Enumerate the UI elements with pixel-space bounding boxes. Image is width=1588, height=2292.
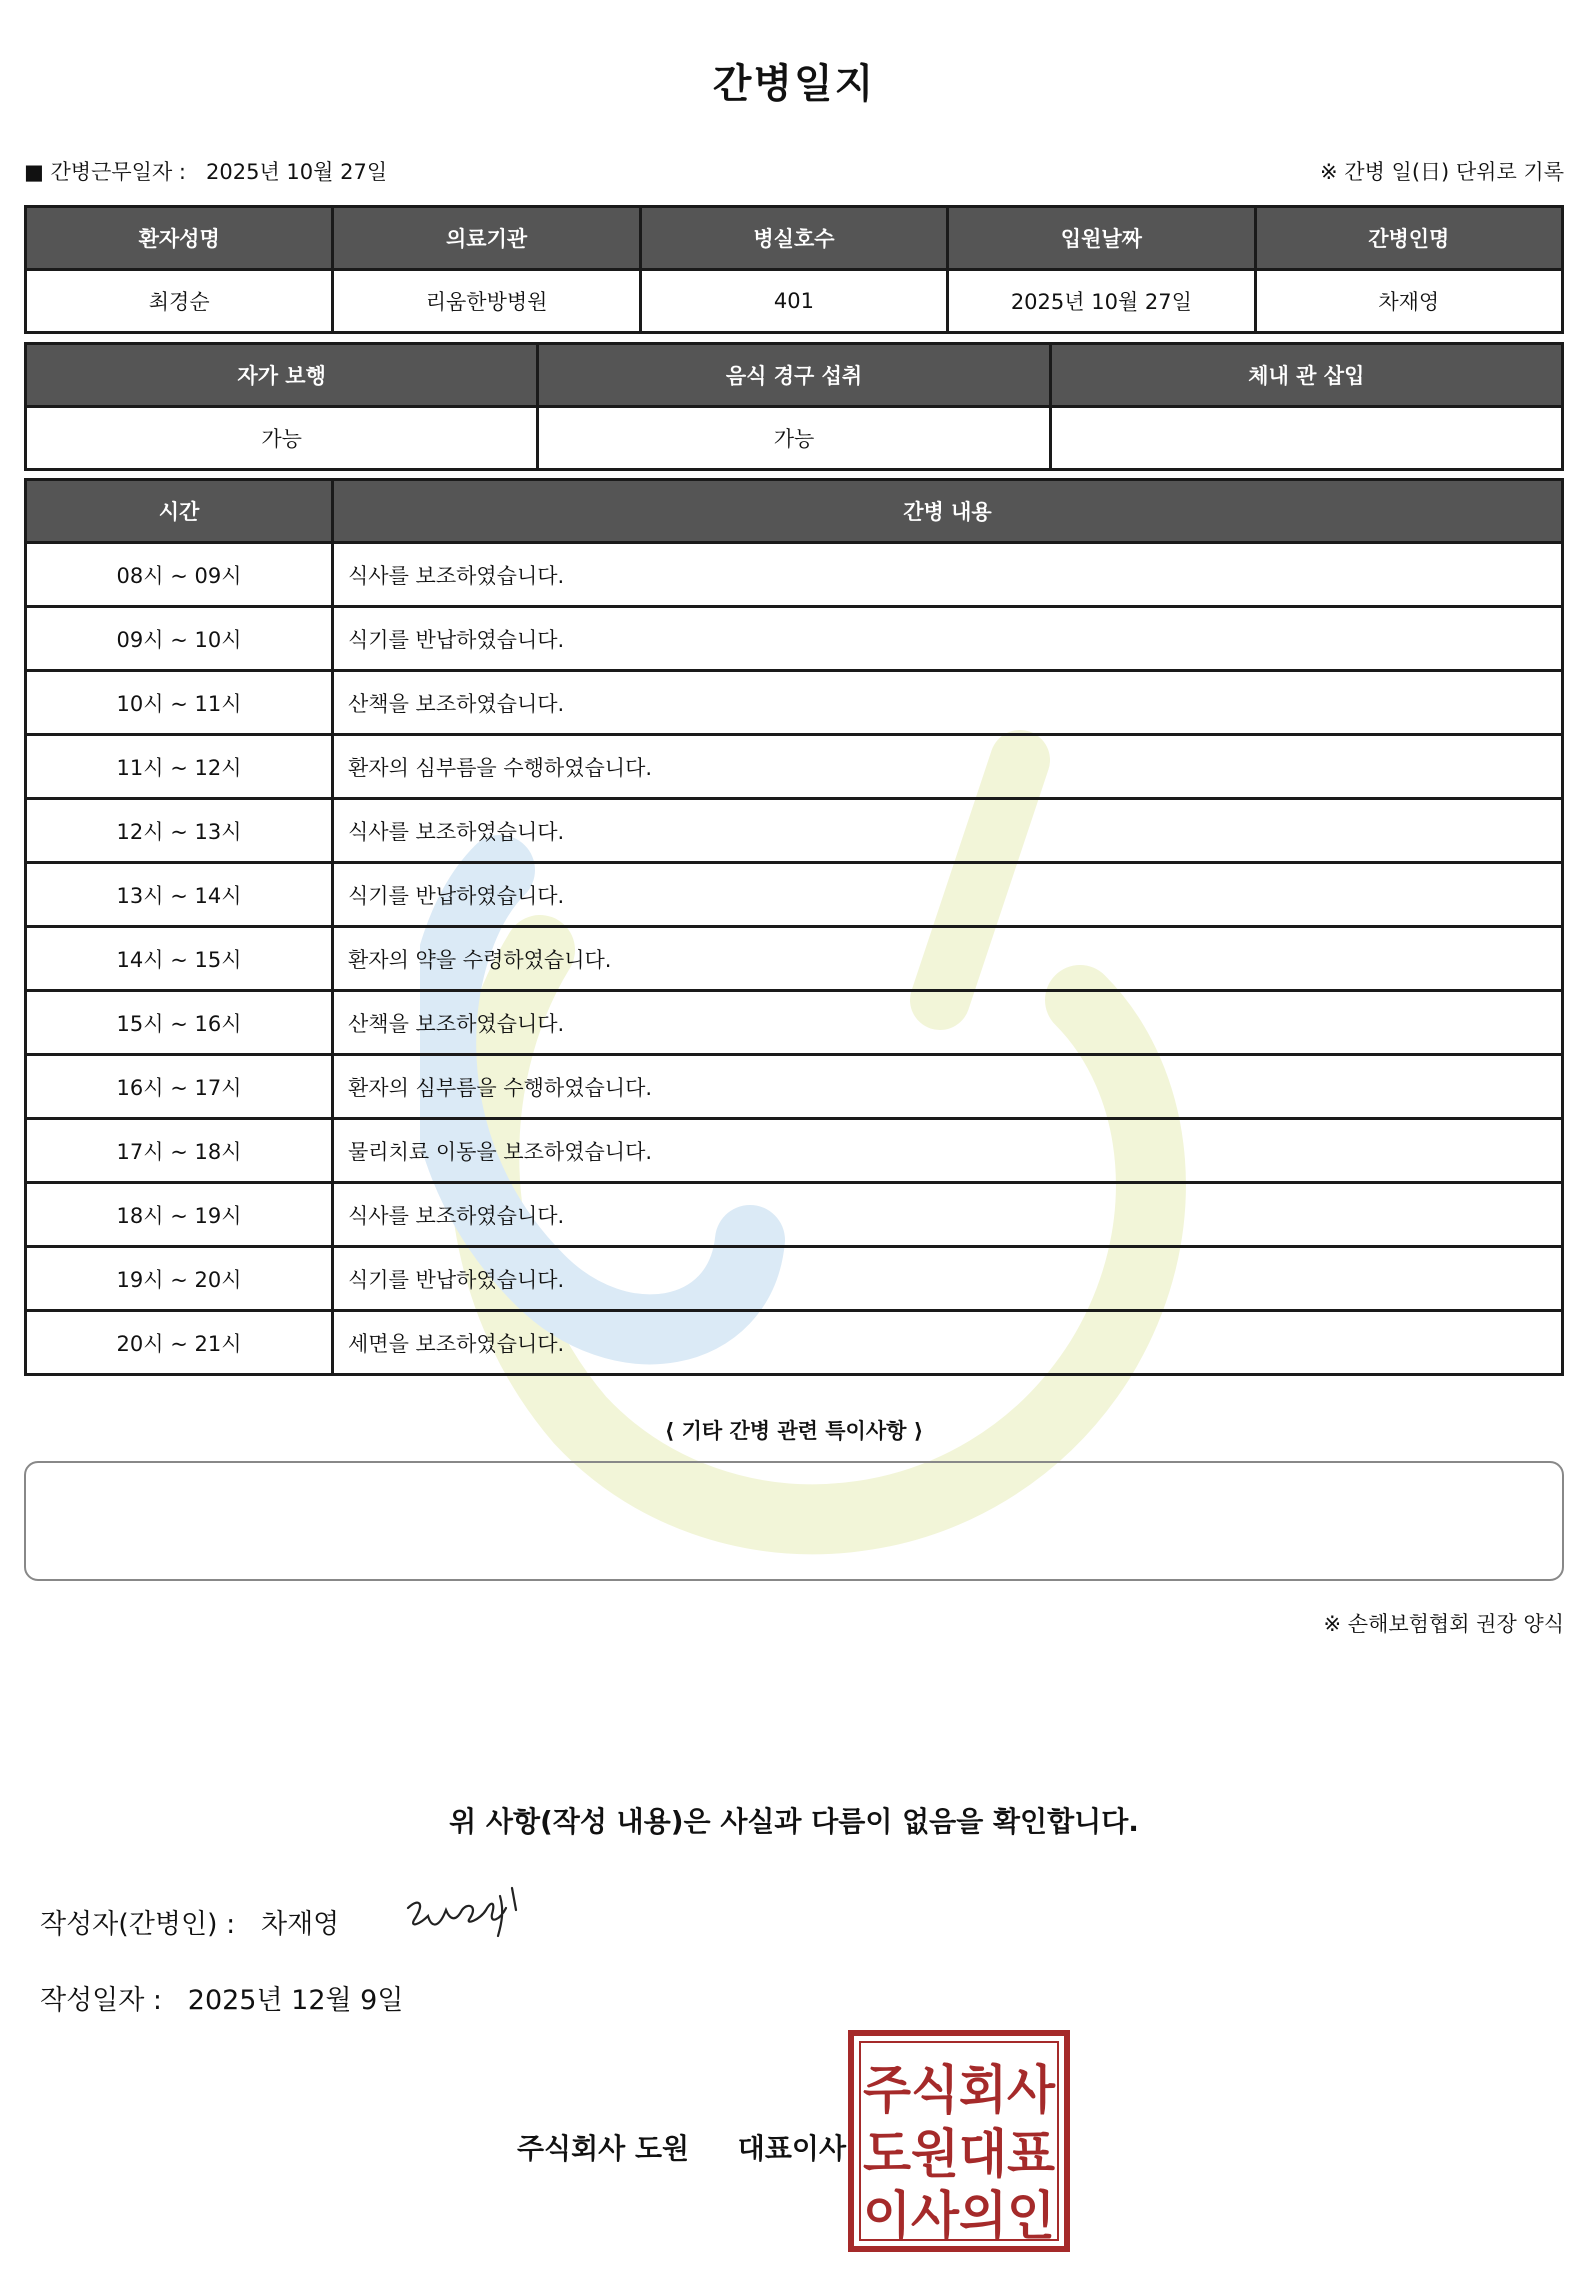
header-room: 병실호수: [640, 207, 947, 270]
caregiver-name: 차재영: [1255, 270, 1562, 333]
header-walking: 자가 보행: [26, 344, 538, 407]
page-title: 간병일지: [712, 61, 876, 107]
table-row: [26, 1247, 1563, 1311]
company-line: [517, 2127, 846, 2167]
header-oral-intake: 음식 경구 섭취: [538, 344, 1050, 407]
svg-text:이사의인: 이사의인: [863, 2187, 1055, 2247]
log-content: 환자의 약을 수령하였습니다.: [333, 927, 1563, 991]
oral-intake-value: 가능: [538, 407, 1050, 470]
table-row: [26, 735, 1563, 799]
log-content: 물리치료 이동을 보조하였습니다.: [333, 1119, 1563, 1183]
log-time: 16시 ~ 17시: [26, 1055, 333, 1119]
company-role: 대표이사: [737, 2132, 846, 2165]
writer-name: 차재영: [261, 1909, 340, 1940]
table-row: [26, 799, 1563, 863]
table-row: [26, 1055, 1563, 1119]
log-content: 산책을 보조하였습니다.: [333, 991, 1563, 1055]
hospital-name: 리움한방병원: [333, 270, 640, 333]
room-number: 401: [640, 270, 947, 333]
written-date-label: 작성일자 :: [40, 1985, 163, 2016]
log-time: 15시 ~ 16시: [26, 991, 333, 1055]
log-content: 식사를 보조하였습니다.: [333, 543, 1563, 607]
table-row: [26, 991, 1563, 1055]
header-tube: 체내 관 삽입: [1050, 344, 1562, 407]
header-content: 간병 내용: [333, 480, 1563, 543]
header-admission-date: 입원날짜: [948, 207, 1255, 270]
table-row: [26, 1183, 1563, 1247]
svg-text:주식회사: 주식회사: [863, 2061, 1056, 2121]
header-caregiver: 간병인명: [1255, 207, 1562, 270]
log-time: 12시 ~ 13시: [26, 799, 333, 863]
log-content: 식기를 반납하였습니다.: [333, 1247, 1563, 1311]
header-time: 시간: [26, 480, 333, 543]
writer-label: 작성자(간병인) :: [40, 1909, 236, 1940]
signature-image: [400, 1880, 540, 1950]
written-date-line: [40, 1978, 403, 2017]
unit-note: ※ 간병 일(日) 단위로 기록: [1320, 160, 1564, 184]
patient-name: 최경순: [26, 270, 333, 333]
written-date-value: 2025년 12월 9일: [187, 1985, 404, 2016]
log-time: 09시 ~ 10시: [26, 607, 333, 671]
log-content: 식기를 반납하였습니다.: [333, 607, 1563, 671]
table-row: [26, 927, 1563, 991]
table-row: [26, 543, 1563, 607]
company-seal: [848, 2030, 1070, 2252]
table-row: [26, 1119, 1563, 1183]
log-content: 식사를 보조하였습니다.: [333, 799, 1563, 863]
work-date: [24, 156, 387, 186]
confirmation-text: 위 사항(작성 내용)은 사실과 다름이 없음을 확인합니다.: [449, 1805, 1139, 1838]
log-time: 08시 ~ 09시: [26, 543, 333, 607]
log-time: 10시 ~ 11시: [26, 671, 333, 735]
table-row: [26, 671, 1563, 735]
svg-text:도원대표: 도원대표: [863, 2125, 1055, 2185]
log-time: 20시 ~ 21시: [26, 1311, 333, 1375]
work-date-value: 2025년 10월 27일: [206, 160, 388, 184]
header-hospital: 의료기관: [333, 207, 640, 270]
header-patient-name: 환자성명: [26, 207, 333, 270]
table-row: [26, 607, 1563, 671]
notes-title: ⟨ 기타 간병 관련 특이사항 ⟩: [664, 1419, 924, 1443]
log-time: 11시 ~ 12시: [26, 735, 333, 799]
log-time: 13시 ~ 14시: [26, 863, 333, 927]
log-time: 17시 ~ 18시: [26, 1119, 333, 1183]
log-time: 18시 ~ 19시: [26, 1183, 333, 1247]
log-time: 19시 ~ 20시: [26, 1247, 333, 1311]
log-content: 식기를 반납하였습니다.: [333, 863, 1563, 927]
table-row: [26, 1311, 1563, 1375]
log-content: 환자의 심부름을 수행하였습니다.: [333, 735, 1563, 799]
walking-value: 가능: [26, 407, 538, 470]
ability-table: [24, 342, 1564, 471]
log-content: 세면을 보조하였습니다.: [333, 1311, 1563, 1375]
work-date-label: ■ 간병근무일자 :: [24, 160, 186, 184]
log-content: 산책을 보조하였습니다.: [333, 671, 1563, 735]
company-name: 주식회사 도원: [517, 2132, 690, 2165]
notes-box: [24, 1461, 1564, 1581]
log-content: 환자의 심부름을 수행하였습니다.: [333, 1055, 1563, 1119]
patient-info-table: [24, 205, 1564, 334]
table-row: [26, 863, 1563, 927]
log-time: 14시 ~ 15시: [26, 927, 333, 991]
writer-line: [40, 1902, 339, 1941]
form-note: ※ 손해보험협회 권장 양식: [1323, 1612, 1564, 1636]
admission-date: 2025년 10월 27일: [948, 270, 1255, 333]
tube-value: [1050, 407, 1562, 470]
log-content: 식사를 보조하였습니다.: [333, 1183, 1563, 1247]
care-log-table: [24, 478, 1564, 1376]
